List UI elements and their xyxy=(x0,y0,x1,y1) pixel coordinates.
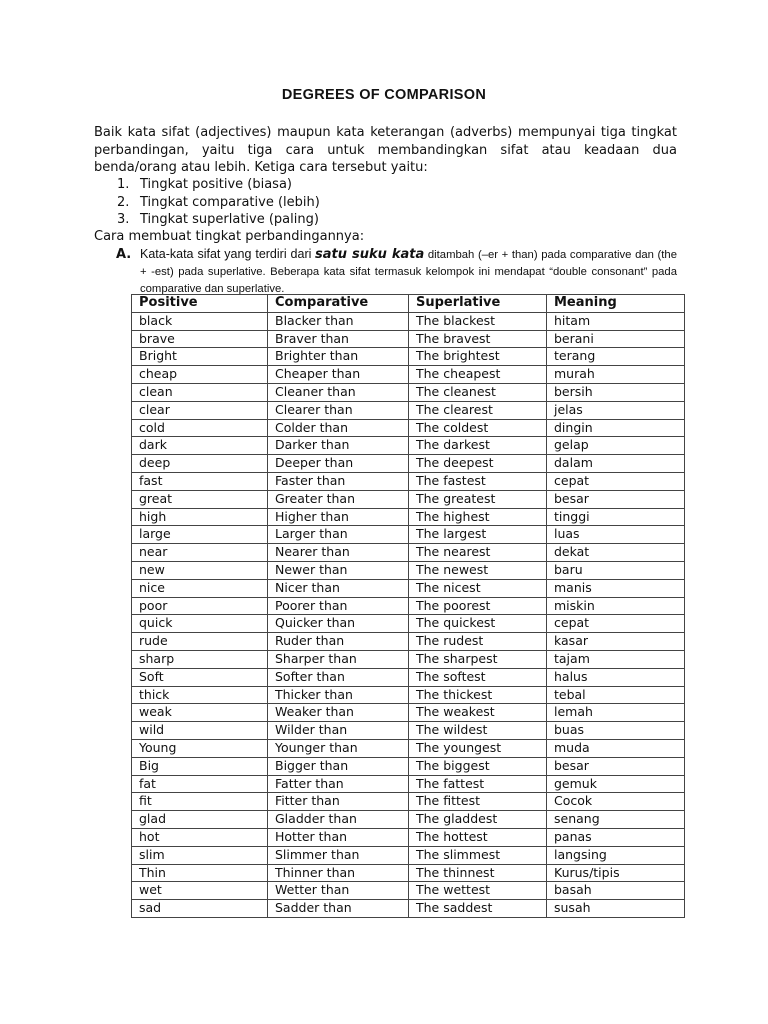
cell-positive: cheap xyxy=(132,366,268,384)
cell-meaning: senang xyxy=(547,811,685,829)
cell-superlative: The hottest xyxy=(409,828,547,846)
list-text: Tingkat comparative (lebih) xyxy=(140,194,320,210)
cell-superlative: The newest xyxy=(409,561,547,579)
cell-superlative: The blackest xyxy=(409,312,547,330)
cell-positive: Big xyxy=(132,757,268,775)
cell-positive: wild xyxy=(132,722,268,740)
table-row xyxy=(132,330,685,348)
cell-meaning: susah xyxy=(547,900,685,918)
cell-comparative: Larger than xyxy=(268,526,409,544)
cell-comparative: Darker than xyxy=(268,437,409,455)
table-row xyxy=(132,882,685,900)
table-header-row xyxy=(132,295,685,313)
cell-positive: deep xyxy=(132,455,268,473)
cell-positive: fast xyxy=(132,472,268,490)
method-intro: Cara membuat tingkat perbandingannya: xyxy=(94,229,365,244)
table-row xyxy=(132,668,685,686)
cell-positive: wet xyxy=(132,882,268,900)
cell-superlative: The coldest xyxy=(409,419,547,437)
cell-comparative: Higher than xyxy=(268,508,409,526)
cell-comparative: Faster than xyxy=(268,472,409,490)
table-row xyxy=(132,793,685,811)
cell-comparative: Nicer than xyxy=(268,579,409,597)
cell-superlative: The cheapest xyxy=(409,366,547,384)
cell-superlative: The wildest xyxy=(409,722,547,740)
cell-positive: nice xyxy=(132,579,268,597)
cell-meaning: langsing xyxy=(547,846,685,864)
cell-superlative: The bravest xyxy=(409,330,547,348)
comparison-table xyxy=(131,294,685,918)
cell-superlative: The thickest xyxy=(409,686,547,704)
cell-positive: clear xyxy=(132,401,268,419)
cell-meaning: buas xyxy=(547,722,685,740)
table-row xyxy=(132,846,685,864)
cell-comparative: Weaker than xyxy=(268,704,409,722)
cell-meaning: muda xyxy=(547,739,685,757)
cell-meaning: lemah xyxy=(547,704,685,722)
cell-positive: near xyxy=(132,544,268,562)
list-item xyxy=(94,176,677,194)
cell-comparative: Sadder than xyxy=(268,900,409,918)
cell-positive: high xyxy=(132,508,268,526)
table-row xyxy=(132,597,685,615)
table-body xyxy=(132,312,685,917)
list-number: 2. xyxy=(117,194,130,210)
cell-meaning: miskin xyxy=(547,597,685,615)
table-row xyxy=(132,615,685,633)
table-row xyxy=(132,633,685,651)
cell-positive: new xyxy=(132,561,268,579)
cell-superlative: The fastest xyxy=(409,472,547,490)
cell-comparative: Slimmer than xyxy=(268,846,409,864)
cell-superlative: The fattest xyxy=(409,775,547,793)
table-row xyxy=(132,561,685,579)
page-title: DEGREES OF COMPARISON xyxy=(281,87,487,103)
section-a-emphasis: satu suku kata xyxy=(315,247,425,262)
cell-comparative: Ruder than xyxy=(268,633,409,651)
cell-positive: slim xyxy=(132,846,268,864)
cell-comparative: Poorer than xyxy=(268,597,409,615)
cell-positive: hot xyxy=(132,828,268,846)
comparison-levels-list xyxy=(94,176,677,229)
table-row xyxy=(132,579,685,597)
cell-positive: thick xyxy=(132,686,268,704)
cell-superlative: The rudest xyxy=(409,633,547,651)
cell-positive: clean xyxy=(132,383,268,401)
cell-meaning: besar xyxy=(547,490,685,508)
cell-comparative: Deeper than xyxy=(268,455,409,473)
cell-superlative: The quickest xyxy=(409,615,547,633)
section-a-text-before: Kata-kata sifat yang terdiri dari xyxy=(140,247,312,261)
cell-meaning: dekat xyxy=(547,544,685,562)
cell-meaning: terang xyxy=(547,348,685,366)
cell-comparative: Nearer than xyxy=(268,544,409,562)
cell-comparative: Clearer than xyxy=(268,401,409,419)
table-row xyxy=(132,757,685,775)
cell-positive: brave xyxy=(132,330,268,348)
cell-superlative: The youngest xyxy=(409,739,547,757)
table-row xyxy=(132,437,685,455)
list-text: Tingkat positive (biasa) xyxy=(140,177,292,192)
cell-positive: weak xyxy=(132,704,268,722)
cell-superlative: The poorest xyxy=(409,597,547,615)
cell-positive: sad xyxy=(132,900,268,918)
cell-superlative: The weakest xyxy=(409,704,547,722)
cell-comparative: Quicker than xyxy=(268,615,409,633)
cell-positive: Bright xyxy=(132,348,268,366)
cell-positive: black xyxy=(132,312,268,330)
cell-meaning: tebal xyxy=(547,686,685,704)
cell-comparative: Gladder than xyxy=(268,811,409,829)
cell-meaning: cepat xyxy=(547,615,685,633)
cell-positive: dark xyxy=(132,437,268,455)
list-item xyxy=(94,211,677,229)
cell-meaning: tinggi xyxy=(547,508,685,526)
cell-comparative: Softer than xyxy=(268,668,409,686)
list-item xyxy=(94,194,677,212)
cell-superlative: The fittest xyxy=(409,793,547,811)
table-row xyxy=(132,704,685,722)
table-row xyxy=(132,401,685,419)
cell-superlative: The biggest xyxy=(409,757,547,775)
intro-paragraph: Baik kata sifat (adjectives) maupun kata keterangan (adverbs) mempunyai tiga tingkat perbandingan, yaitu tiga cara untuk membandingkan sifat atau keadaan dua benda/orang atau lebih. Ketiga cara tersebut yaitu: xyxy=(94,125,677,175)
table-row xyxy=(132,739,685,757)
cell-positive: fit xyxy=(132,793,268,811)
cell-comparative: Greater than xyxy=(268,490,409,508)
cell-superlative: The brightest xyxy=(409,348,547,366)
cell-comparative: Bigger than xyxy=(268,757,409,775)
header-comparative: Comparative xyxy=(268,295,409,313)
cell-positive: quick xyxy=(132,615,268,633)
cell-superlative: The softest xyxy=(409,668,547,686)
cell-meaning: gemuk xyxy=(547,775,685,793)
header-positive: Positive xyxy=(132,295,268,313)
cell-meaning: kasar xyxy=(547,633,685,651)
table-row xyxy=(132,490,685,508)
cell-superlative: The gladdest xyxy=(409,811,547,829)
cell-comparative: Newer than xyxy=(268,561,409,579)
cell-comparative: Fitter than xyxy=(268,793,409,811)
cell-meaning: cepat xyxy=(547,472,685,490)
table-row xyxy=(132,508,685,526)
cell-superlative: The wettest xyxy=(409,882,547,900)
table-row xyxy=(132,472,685,490)
cell-comparative: Braver than xyxy=(268,330,409,348)
cell-meaning: gelap xyxy=(547,437,685,455)
cell-positive: glad xyxy=(132,811,268,829)
table-row xyxy=(132,864,685,882)
cell-positive: large xyxy=(132,526,268,544)
cell-superlative: The nicest xyxy=(409,579,547,597)
header-meaning: Meaning xyxy=(547,295,685,313)
cell-superlative: The greatest xyxy=(409,490,547,508)
cell-positive: cold xyxy=(132,419,268,437)
cell-positive: Thin xyxy=(132,864,268,882)
cell-meaning: tajam xyxy=(547,650,685,668)
cell-meaning: bersih xyxy=(547,383,685,401)
table-row xyxy=(132,828,685,846)
cell-comparative: Thinner than xyxy=(268,864,409,882)
cell-superlative: The slimmest xyxy=(409,846,547,864)
list-number: 3. xyxy=(117,212,130,227)
cell-positive: sharp xyxy=(132,650,268,668)
cell-superlative: The sharpest xyxy=(409,650,547,668)
cell-comparative: Cheaper than xyxy=(268,366,409,384)
cell-meaning: jelas xyxy=(547,401,685,419)
list-text: Tingkat superlative (paling) xyxy=(140,212,319,227)
cell-comparative: Cleaner than xyxy=(268,383,409,401)
cell-comparative: Blacker than xyxy=(268,312,409,330)
cell-positive: Young xyxy=(132,739,268,757)
cell-comparative: Wetter than xyxy=(268,882,409,900)
table-row xyxy=(132,383,685,401)
cell-comparative: Hotter than xyxy=(268,828,409,846)
cell-comparative: Colder than xyxy=(268,419,409,437)
table-row xyxy=(132,722,685,740)
table-row xyxy=(132,419,685,437)
section-a xyxy=(116,246,678,298)
cell-superlative: The saddest xyxy=(409,900,547,918)
cell-meaning: dingin xyxy=(547,419,685,437)
cell-meaning: besar xyxy=(547,757,685,775)
cell-positive: Soft xyxy=(132,668,268,686)
table-row xyxy=(132,348,685,366)
section-a-text xyxy=(140,246,677,298)
cell-comparative: Wilder than xyxy=(268,722,409,740)
cell-positive: rude xyxy=(132,633,268,651)
cell-meaning: dalam xyxy=(547,455,685,473)
cell-superlative: The clearest xyxy=(409,401,547,419)
cell-meaning: luas xyxy=(547,526,685,544)
cell-meaning: panas xyxy=(547,828,685,846)
table-row xyxy=(132,775,685,793)
table-row xyxy=(132,366,685,384)
cell-meaning: Kurus/tipis xyxy=(547,864,685,882)
cell-meaning: berani xyxy=(547,330,685,348)
cell-comparative: Younger than xyxy=(268,739,409,757)
header-superlative: Superlative xyxy=(409,295,547,313)
cell-meaning: Cocok xyxy=(547,793,685,811)
cell-superlative: The highest xyxy=(409,508,547,526)
cell-positive: poor xyxy=(132,597,268,615)
cell-meaning: baru xyxy=(547,561,685,579)
cell-superlative: The darkest xyxy=(409,437,547,455)
cell-superlative: The deepest xyxy=(409,455,547,473)
cell-meaning: halus xyxy=(547,668,685,686)
cell-superlative: The nearest xyxy=(409,544,547,562)
section-a-text-after: ditambah (–er + than) pada comparative dan (the + -est) pada superlative. Beberapa kata sifat termasuk kelompok ini mendapat “double consonant” pada comparative dan superlative. xyxy=(140,249,677,295)
cell-comparative: Thicker than xyxy=(268,686,409,704)
cell-meaning: hitam xyxy=(547,312,685,330)
cell-comparative: Sharper than xyxy=(268,650,409,668)
list-number: 1. xyxy=(117,177,130,192)
section-a-letter: A. xyxy=(116,247,132,262)
table-row xyxy=(132,312,685,330)
cell-comparative: Fatter than xyxy=(268,775,409,793)
cell-superlative: The largest xyxy=(409,526,547,544)
cell-positive: fat xyxy=(132,775,268,793)
cell-superlative: The thinnest xyxy=(409,864,547,882)
table-row xyxy=(132,686,685,704)
table-row xyxy=(132,455,685,473)
cell-positive: great xyxy=(132,490,268,508)
table-row xyxy=(132,650,685,668)
table-row xyxy=(132,811,685,829)
table-row xyxy=(132,900,685,918)
cell-comparative: Brighter than xyxy=(268,348,409,366)
cell-meaning: basah xyxy=(547,882,685,900)
cell-meaning: manis xyxy=(547,579,685,597)
cell-superlative: The cleanest xyxy=(409,383,547,401)
cell-meaning: murah xyxy=(547,366,685,384)
table-row xyxy=(132,544,685,562)
table-row xyxy=(132,526,685,544)
